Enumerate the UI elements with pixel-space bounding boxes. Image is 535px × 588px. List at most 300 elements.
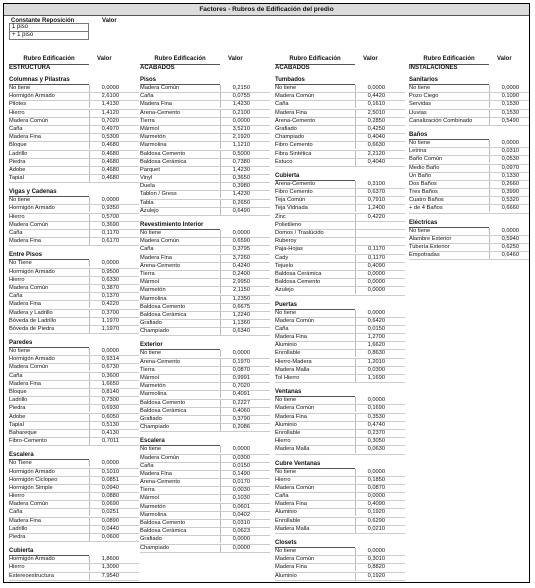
rubro-value: 0,0000	[101, 260, 119, 267]
table-row	[9, 269, 139, 277]
rubro-value: 0,3050	[367, 438, 385, 445]
rubro-name: Empotradas	[409, 252, 490, 259]
table-row	[9, 414, 139, 422]
rubro-value: 0,1490	[232, 470, 250, 477]
rubro-name: Pozo Ciego	[409, 93, 490, 100]
rubro-value: 0,2100	[232, 109, 250, 116]
rubro-name: Teja Vidriada	[275, 205, 356, 212]
table-row	[9, 310, 139, 318]
rubro-value: 0,0000	[367, 287, 385, 294]
rubro-name: No tiene	[140, 446, 221, 453]
rubro-value: 0,6370	[367, 189, 385, 196]
rubro-value: 0,6730	[101, 364, 119, 371]
rubro-value: 0,1850	[367, 476, 385, 483]
column-subheader: ESTRUCTURA	[9, 64, 89, 72]
rubro-name: Bloque	[9, 142, 90, 149]
rubro-name: Madera Común	[9, 222, 90, 229]
table-row	[409, 197, 530, 205]
rubro-name: Baldosa Cerámica	[140, 528, 221, 535]
rubro-name: Grafiado	[140, 536, 221, 543]
rubro-value: 0,0000	[367, 468, 385, 475]
table-row	[140, 504, 270, 512]
table-row	[275, 422, 405, 430]
rubro-name: Marmolina	[140, 142, 221, 149]
table-row	[275, 287, 405, 295]
rubro-value: 0,4040	[367, 134, 385, 141]
table-row	[9, 205, 139, 213]
rubro-value: 0,3690	[101, 221, 119, 228]
rubro-name: No tiene	[140, 350, 221, 357]
section-title: Sanitarios	[409, 76, 489, 85]
rubro-value: 0,0940	[101, 484, 119, 491]
section-title: Eléctricas	[409, 219, 489, 228]
table-row	[275, 342, 405, 350]
rubro-name: Fibra Sintética	[275, 151, 356, 158]
rubro-value: 0,0970	[501, 164, 519, 171]
rubro-name: Hierro	[9, 564, 90, 571]
column-header-label: Rubro Edificación	[154, 56, 206, 62]
section-title: Escalera	[140, 437, 220, 446]
rubro-value: 0,1610	[367, 101, 385, 108]
rubro-value: 1,6620	[367, 342, 385, 349]
rubro-name: Paja-Hojas	[275, 246, 356, 253]
table-row	[140, 142, 270, 150]
table-row	[9, 118, 139, 126]
rubro-name: Hierro	[9, 110, 90, 117]
table-row	[275, 501, 405, 509]
section	[275, 172, 405, 296]
rubro-name: Ladrillo	[9, 397, 90, 404]
rubro-value: 0,3870	[101, 284, 119, 291]
rubro-value: 0,6340	[232, 328, 250, 335]
rubro-value: 0,3980	[232, 183, 250, 190]
rubro-value: 0,1370	[101, 293, 119, 300]
rubro-name: Baldosa Cerámica	[140, 312, 221, 319]
rubro-name: Madera Fina	[275, 414, 356, 421]
rubro-name: Caña	[275, 326, 356, 333]
rubro-name: Hormigón Armado	[9, 93, 90, 100]
table-row	[409, 148, 530, 156]
rubro-value: 2,1150	[233, 287, 250, 294]
rubro-value: 0,1530	[501, 101, 519, 108]
section	[409, 76, 530, 126]
factors-sheet	[3, 3, 530, 583]
rubro-name: Vinyl	[140, 175, 221, 182]
table-row	[140, 279, 270, 287]
rubro-name: Cuatro Baños	[409, 197, 490, 204]
rubro-value: 0,5700	[101, 213, 119, 220]
rubro-value: 0,8140	[101, 389, 119, 395]
rubro-value: 1,1970	[101, 325, 119, 332]
table-row	[140, 455, 270, 463]
rubro-value: 0,2400	[232, 270, 250, 277]
rubro-value: 0,4130	[101, 429, 119, 436]
table-row	[275, 573, 405, 581]
rubro-value: 0,0000	[232, 350, 250, 357]
column-1	[140, 56, 270, 553]
column-valor-label: Valor	[97, 56, 112, 62]
rubro-name: Madera Común	[140, 85, 221, 92]
rubro-name: Arena-Cemento	[275, 181, 356, 188]
rubro-value: 0,8820	[367, 564, 385, 571]
rubro-name: Madera Fina	[275, 501, 356, 508]
table-row	[140, 296, 270, 304]
rubro-value: 0,7011	[102, 438, 119, 445]
rubro-name: Tabla	[140, 200, 221, 207]
table-row	[275, 238, 405, 246]
rubro-value: 0,5320	[501, 197, 519, 204]
rubro-name: Tierra	[140, 271, 221, 278]
rubro-value: 0,6050	[101, 413, 119, 420]
rubro-name: Madera Común	[275, 405, 356, 412]
rubro-value: 0,1170	[368, 254, 385, 261]
rubro-name: Madera Fina	[140, 255, 221, 262]
rubro-name: Tapial	[9, 175, 90, 182]
rubro-value: 0,9314	[101, 356, 119, 363]
rubro-value: 0,0000	[501, 85, 519, 91]
rubro-value: 1,4230	[232, 101, 250, 108]
column-valor-label: Valor	[497, 56, 512, 62]
section	[9, 339, 139, 446]
rubro-value: 0,0440	[101, 525, 119, 532]
rubro-name: Madera Fina	[9, 381, 90, 388]
rubro-value: 0,1690	[367, 405, 385, 412]
table-row	[275, 159, 405, 167]
constante-item: + 1 piso	[10, 32, 89, 40]
table-row	[275, 367, 405, 375]
rubro-name: Baldosa Cemento	[140, 400, 221, 407]
rubro-value: 0,4420	[367, 93, 385, 100]
table-row	[140, 93, 270, 101]
table-row	[9, 197, 139, 205]
rubro-name: Tol Hierro	[275, 375, 356, 382]
table-row	[9, 501, 139, 509]
table-row	[275, 518, 405, 526]
rubro-name: Grafiado	[140, 416, 221, 423]
table-row	[9, 167, 139, 175]
section-title: Columnas y Pilastras	[9, 76, 89, 85]
rubro-value: 0,7300	[101, 397, 119, 404]
rubro-name: Piedra	[9, 534, 90, 541]
table-row	[275, 526, 405, 534]
section	[140, 76, 270, 216]
rubro-value: 0,7020	[101, 117, 119, 124]
table-row	[275, 438, 405, 446]
rubro-name: Hormigón Ciclopeo	[9, 477, 90, 484]
section-title: Pisos	[140, 76, 220, 85]
rubro-name: Polietileno	[275, 222, 356, 229]
rubro-value: 0,3795	[232, 246, 250, 253]
section	[9, 451, 139, 542]
table-row	[140, 263, 270, 271]
table-row	[275, 509, 405, 517]
table-row	[9, 134, 139, 142]
table-row	[409, 189, 530, 197]
table-row	[9, 230, 139, 238]
table-row	[9, 460, 139, 468]
rubro-name: Tejuelo	[275, 263, 356, 270]
rubro-value: 0,6250	[501, 244, 519, 250]
section	[275, 539, 405, 581]
rubro-value: 1,2400	[367, 205, 385, 212]
table-row	[409, 252, 530, 260]
rubro-value: 0,0210	[367, 525, 385, 532]
rubro-name: Fibro Cemento	[275, 189, 356, 196]
section	[140, 221, 270, 336]
rubro-name: Madera Fina	[275, 110, 356, 117]
rubro-value: 0,0300	[367, 366, 385, 373]
table-row	[140, 383, 270, 391]
section	[9, 251, 139, 334]
section-title: Entre Pisos	[9, 251, 89, 260]
rubro-name: Madera Común	[9, 118, 90, 125]
rubro-name: Madera Malla	[275, 446, 356, 453]
rubro-name: Parquet	[140, 167, 221, 174]
constante-valor-label: Valor	[102, 18, 117, 24]
rubro-name: No tiene	[140, 230, 221, 237]
rubro-value: 1,2350	[232, 295, 250, 302]
table-row	[275, 189, 405, 197]
table-row	[9, 101, 139, 109]
rubro-name: Hierro-Madera	[275, 359, 356, 366]
rubro-value: 0,0000	[501, 227, 519, 234]
rubro-name: Champiado	[140, 328, 221, 335]
rubro-name: Bóveda de Piedra	[9, 326, 90, 333]
table-row	[409, 101, 530, 109]
rubro-value: 1,1970	[101, 317, 119, 324]
table-row	[275, 318, 405, 326]
table-row	[9, 126, 139, 134]
rubro-value: 0,0000	[367, 493, 385, 500]
table-row	[9, 175, 139, 183]
rubro-name: Baldosa Cerámica	[275, 271, 356, 278]
table-row	[9, 485, 139, 493]
table-row	[9, 509, 139, 517]
rubro-name: Arena-Cemento	[140, 263, 221, 270]
rubro-value: 0,0851	[101, 476, 119, 483]
column-header	[9, 56, 139, 71]
rubro-name: Aluminio	[275, 509, 356, 516]
rubro-name: No tiene	[275, 548, 356, 555]
table-row	[275, 110, 405, 118]
rubro-value: 0,0170	[232, 479, 250, 486]
section-title: Exterior	[140, 341, 220, 350]
rubro-name: Tres Baños	[409, 189, 490, 196]
rubro-value: 3,5210	[232, 125, 250, 132]
rubro-name: Caña	[140, 463, 221, 470]
rubro-name: Azulejo	[140, 208, 221, 215]
table-row	[140, 375, 270, 383]
rubro-name: Caña	[9, 373, 90, 380]
table-row	[275, 134, 405, 142]
column-2	[275, 56, 405, 581]
rubro-value: 0,7380	[232, 158, 250, 165]
rubro-value: 0,6490	[232, 207, 250, 214]
table-row	[140, 200, 270, 208]
rubro-name: Aluminio	[275, 422, 356, 429]
section-title: Ventanas	[275, 388, 355, 397]
rubro-value: 0,1010	[101, 468, 119, 475]
rubro-value: 0,1330	[501, 172, 519, 179]
rubro-name: Mármol	[140, 495, 221, 502]
section	[9, 188, 139, 246]
table-row	[9, 110, 139, 118]
section-title: Puertas	[275, 301, 355, 310]
rubro-value: 0,0000	[367, 270, 385, 277]
rubro-value: 3,7260	[232, 254, 250, 261]
rubro-value: 1,4130	[101, 101, 119, 108]
rubro-value: 1,2700	[367, 334, 385, 341]
rubro-value: 0,0000	[501, 139, 519, 146]
rubro-value: 0,4680	[101, 166, 119, 173]
section	[409, 219, 530, 261]
table-row	[140, 367, 270, 375]
rubro-value: 0,4680	[101, 175, 119, 182]
table-row	[140, 536, 270, 544]
table-row	[409, 244, 530, 252]
rubro-name: No tiene	[275, 85, 356, 92]
table-row	[9, 534, 139, 542]
rubro-value: 0,0000	[232, 536, 250, 543]
table-row	[275, 142, 405, 150]
table-row	[275, 126, 405, 134]
rubro-value: 0,4090	[367, 501, 385, 508]
rubro-value: 0,4740	[367, 421, 385, 428]
rubro-name: Madera Fina	[9, 238, 90, 245]
rubro-name: Bloque	[9, 389, 90, 396]
rubro-value: 0,2660	[501, 180, 519, 187]
column-3	[409, 56, 530, 260]
rubro-value: 2,9950	[232, 279, 250, 286]
rubro-name: Canalización Combinado	[409, 118, 490, 125]
rubro-name: Fibro-Cemento	[9, 438, 90, 445]
table-row	[275, 326, 405, 334]
table-row	[275, 446, 405, 454]
rubro-name: Marmetón	[140, 504, 221, 511]
rubro-name: Fibro Cemento	[275, 142, 356, 149]
rubro-value: 0,0870	[367, 484, 385, 491]
rubro-value: 0,6170	[101, 238, 119, 245]
table-row	[409, 228, 530, 236]
rubro-value: 0,0000	[232, 230, 250, 236]
rubro-value: 0,3010	[367, 556, 385, 563]
column-header	[275, 56, 405, 71]
table-row	[275, 477, 405, 485]
rubro-name: Champiado	[140, 545, 221, 552]
rubro-value: 0,1530	[501, 109, 519, 116]
table-row	[140, 400, 270, 408]
rubro-value: 0,4220	[367, 213, 385, 220]
rubro-value: 0,4060	[232, 407, 250, 414]
rubro-name: Madera Común	[140, 455, 221, 462]
rubro-name: Madera Fina	[140, 101, 221, 108]
rubro-name: No tiene	[9, 85, 90, 92]
table-row	[140, 167, 270, 175]
rubro-name: Madera Común	[9, 501, 90, 508]
table-row	[275, 397, 405, 405]
table-row	[140, 208, 270, 216]
table-row	[9, 285, 139, 293]
table-row	[9, 356, 139, 364]
rubro-name: Bóveda de Ladrillo	[9, 318, 90, 325]
rubro-name: Madera Fina	[140, 471, 221, 478]
table-row	[275, 222, 405, 230]
table-row	[140, 191, 270, 199]
rubro-name: Madera Fina	[9, 134, 90, 141]
table-row	[275, 93, 405, 101]
column-subheader: ACABADOS	[140, 64, 220, 72]
rubro-name: Duela	[140, 183, 221, 190]
table-row	[9, 159, 139, 167]
constante-label: Constante Reposición	[11, 18, 75, 24]
rubro-value: 0,0000	[232, 544, 250, 551]
rubro-value: 1,2240	[232, 311, 250, 318]
rubro-value: 0,9991	[232, 375, 250, 381]
rubro-value: 0,5300	[101, 134, 119, 141]
table-row	[140, 304, 270, 312]
rubro-value: 7,9540	[101, 572, 119, 579]
column-header-label: Rubro Edificación	[423, 56, 475, 62]
table-row	[275, 255, 405, 263]
table-row	[140, 271, 270, 279]
rubro-name: Un Baño	[409, 173, 490, 180]
rubro-name: + de 4 Baños	[409, 205, 490, 212]
rubro-name: Madera Fina	[9, 301, 90, 308]
section	[275, 76, 405, 167]
rubro-name: Caña	[9, 126, 90, 133]
rubro-name: Letrina	[409, 148, 490, 155]
rubro-value: 0,0000	[367, 279, 385, 286]
rubro-name: Madera Común	[275, 556, 356, 563]
table-row	[140, 126, 270, 134]
rubro-value: 0,1170	[102, 230, 119, 236]
rubro-value: 0,9500	[101, 268, 119, 275]
rubro-value: 0,4250	[367, 125, 385, 132]
rubro-value: 1,2010	[367, 358, 385, 365]
table-row	[9, 469, 139, 477]
rubro-name: Cady	[275, 255, 356, 262]
rubro-name: Caña	[9, 230, 90, 237]
rubro-value: 0,2370	[367, 429, 385, 436]
table-row	[9, 277, 139, 285]
rubro-value: 1,4120	[101, 109, 119, 116]
rubro-name: Baldosa Cerámica	[140, 408, 221, 415]
table-row	[9, 260, 139, 268]
section-title: Cubierta	[275, 172, 355, 181]
rubro-name: Madera Malla	[275, 526, 356, 533]
rubro-value: 0,1170	[368, 246, 385, 253]
rubro-value: 0,2227	[232, 399, 250, 406]
table-row	[275, 375, 405, 383]
table-row	[275, 263, 405, 271]
table-row	[140, 230, 270, 238]
section	[409, 131, 530, 214]
rubro-value: 0,2650	[232, 199, 250, 206]
rubro-name: Baldosa Cemento	[140, 520, 221, 527]
section	[140, 341, 270, 432]
table-row	[140, 512, 270, 520]
column-header-label: Rubro Edificación	[23, 56, 75, 62]
table-row	[140, 350, 270, 358]
section	[275, 460, 405, 535]
rubro-name: Champiado	[140, 424, 221, 431]
rubro-value: 0,3600	[101, 372, 119, 379]
rubro-name: No tiene	[275, 310, 356, 317]
table-row	[9, 438, 139, 446]
rubro-name: Aluminio	[275, 573, 356, 580]
rubro-value: 0,0870	[232, 366, 250, 373]
rubro-value: 0,0600	[101, 534, 119, 540]
